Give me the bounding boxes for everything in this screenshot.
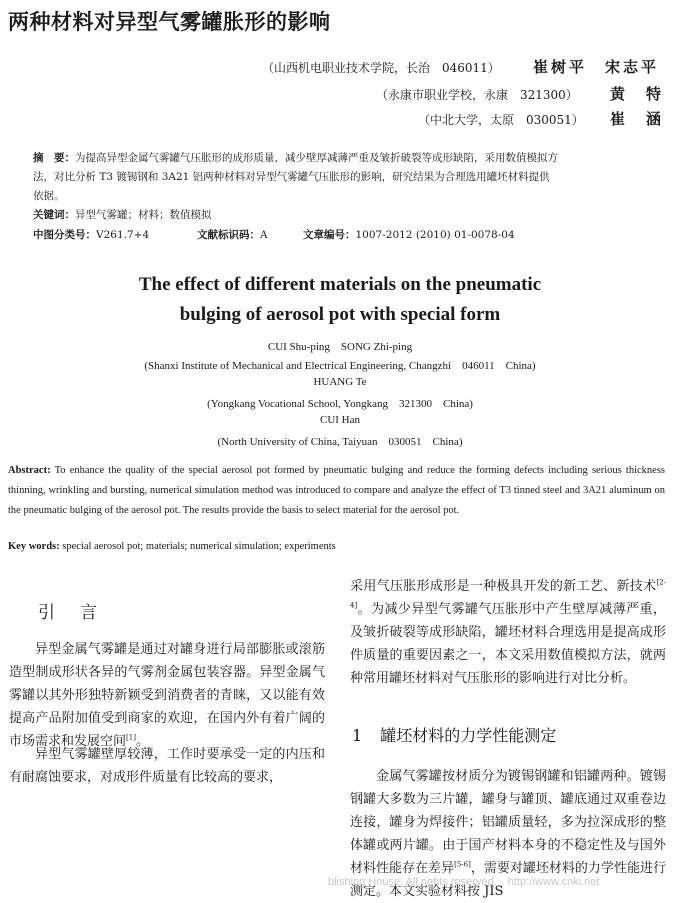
clc-number: 中图分类号：V261.7+4 — [33, 229, 150, 241]
page-title: 两种材料对异型气雾罐胀形的影响 — [8, 10, 331, 34]
affiliation-2: （永康市职业学校，永康 321300） — [376, 88, 578, 102]
intro-paragraph-2: 异型气雾罐壁厚较薄，工作时要承受一定的内压和有耐腐蚀要求，对成形件质量有比较高的要求， — [9, 747, 325, 785]
abstract-cn-line-1: 摘 要：为提高异型金属气雾罐气压胀形的成形质量，减少壁厚减薄严重及皱折破裂等成形缺陷，采用数值模拟方 — [33, 152, 558, 164]
keywords-en: Key words: special aerosol pot; materials; numerical simulation; experiments — [8, 541, 336, 552]
document-code: 文献标识码：A — [197, 229, 268, 241]
article-number: 文章编号：1007-2012 (2010) 01-0078-04 — [303, 229, 515, 241]
abstract-cn-line-2: 法，对比分析 T3 镀锡钢和 3A21 铝两种材料对异型气雾罐气压胀形的影响，研究结果为合理选用罐坯材料提供 — [33, 171, 550, 183]
en-author-3: CUI Han — [319, 414, 361, 426]
intro-paragraph-1: 异型金属气雾罐是通过对罐身进行局部膨胀或滚筋造型制成形状各异的气雾剂金属包装容器。异型金属气雾罐以其外形独特新颖受到消费者的青睐，又以能有效提高产品附加值受到商家的欢迎，在国内外有着广阔的市场需求和发展空间[1]。 — [9, 642, 325, 749]
section-1-paragraph: 金属气雾罐按材质分为镀锡钢罐和铝罐两种。镀锡钢罐大多数为三片罐，罐身与罐顶、罐底通过双重卷边连接，罐身为焊接件；铝罐质量轻，多为拉深成形的整体罐或两片罐。由于国产材料本身的不稳定性及与国外材料性能存在差异[5-6]，需要对罐坯材料的力学性能进行测定。本文实验材料按 JIS — [350, 769, 666, 899]
section-heading-1: 1 罐坯材料的力学性能测定 — [352, 726, 557, 745]
citation-ref: [5-6] — [454, 860, 471, 869]
en-author-2: HUANG Te — [313, 376, 367, 388]
citation-ref: [2-4] — [350, 578, 666, 610]
section-heading-introduction: 引 言 — [38, 603, 101, 623]
watermark: blishing House. All rights reserved. http://www.cnki.net — [328, 876, 600, 888]
english-title: The effect of different materials on the pneumatic bulging of aerosol pot with special form — [138, 274, 542, 325]
en-affiliation-2: (Yongkang Vocational School, Yongkang 321300 China) — [207, 398, 473, 410]
en-author-1: CUI Shu-ping SONG Zhi-ping — [267, 341, 413, 353]
en-affiliation-1: (Shanxi Institute of Mechanical and Electrical Engineering, Changzhi 046011 China) — [144, 360, 536, 372]
abstract-en: Abstract: To enhance the quality of the special aerosol pot formed by pneumatic bulging and reduce the forming defects including serious thickness thinning, wrinkling and bursting, numerical simulation method was introduced to compare and analyze the effect of T3 tinned steel and 3A21 aluminum on the pneumatic bulging of the aerosol pot. The results provide the basis to select material for the aerosol pot. — [8, 465, 665, 516]
author-name-3: 崔 涵 — [610, 110, 665, 128]
affiliation-3: （中北大学，太原 030051） — [418, 113, 584, 127]
abstract-cn-line-3: 依据。 — [33, 190, 65, 202]
keywords-cn: 关键词：异型气雾罐；材料；数值模拟 — [33, 209, 212, 221]
author-name-1: 崔树平 宋志平 — [533, 58, 660, 76]
right-paragraph-1: 采用气压胀形成形是一种极具开发的新工艺、新技术[2-4]。为减少异型气雾罐气压胀形中产生壁厚减薄严重，及皱折破裂等成形缺陷，罐坯材料合理选用是提高成形件质量的重要因素之一，本文采用数值模拟方法，就两种常用罐坯材料对气压胀形的影响进行对比分析。 — [350, 578, 666, 686]
en-affiliation-3: (North University of China, Taiyuan 030051 China) — [217, 436, 463, 448]
author-name-2: 黄 特 — [610, 85, 665, 103]
affiliation-1: （山西机电职业技术学院，长治 046011） — [262, 61, 500, 75]
citation-ref: [1] — [126, 733, 136, 742]
abstract-cn-label: 摘 要： — [33, 152, 75, 164]
